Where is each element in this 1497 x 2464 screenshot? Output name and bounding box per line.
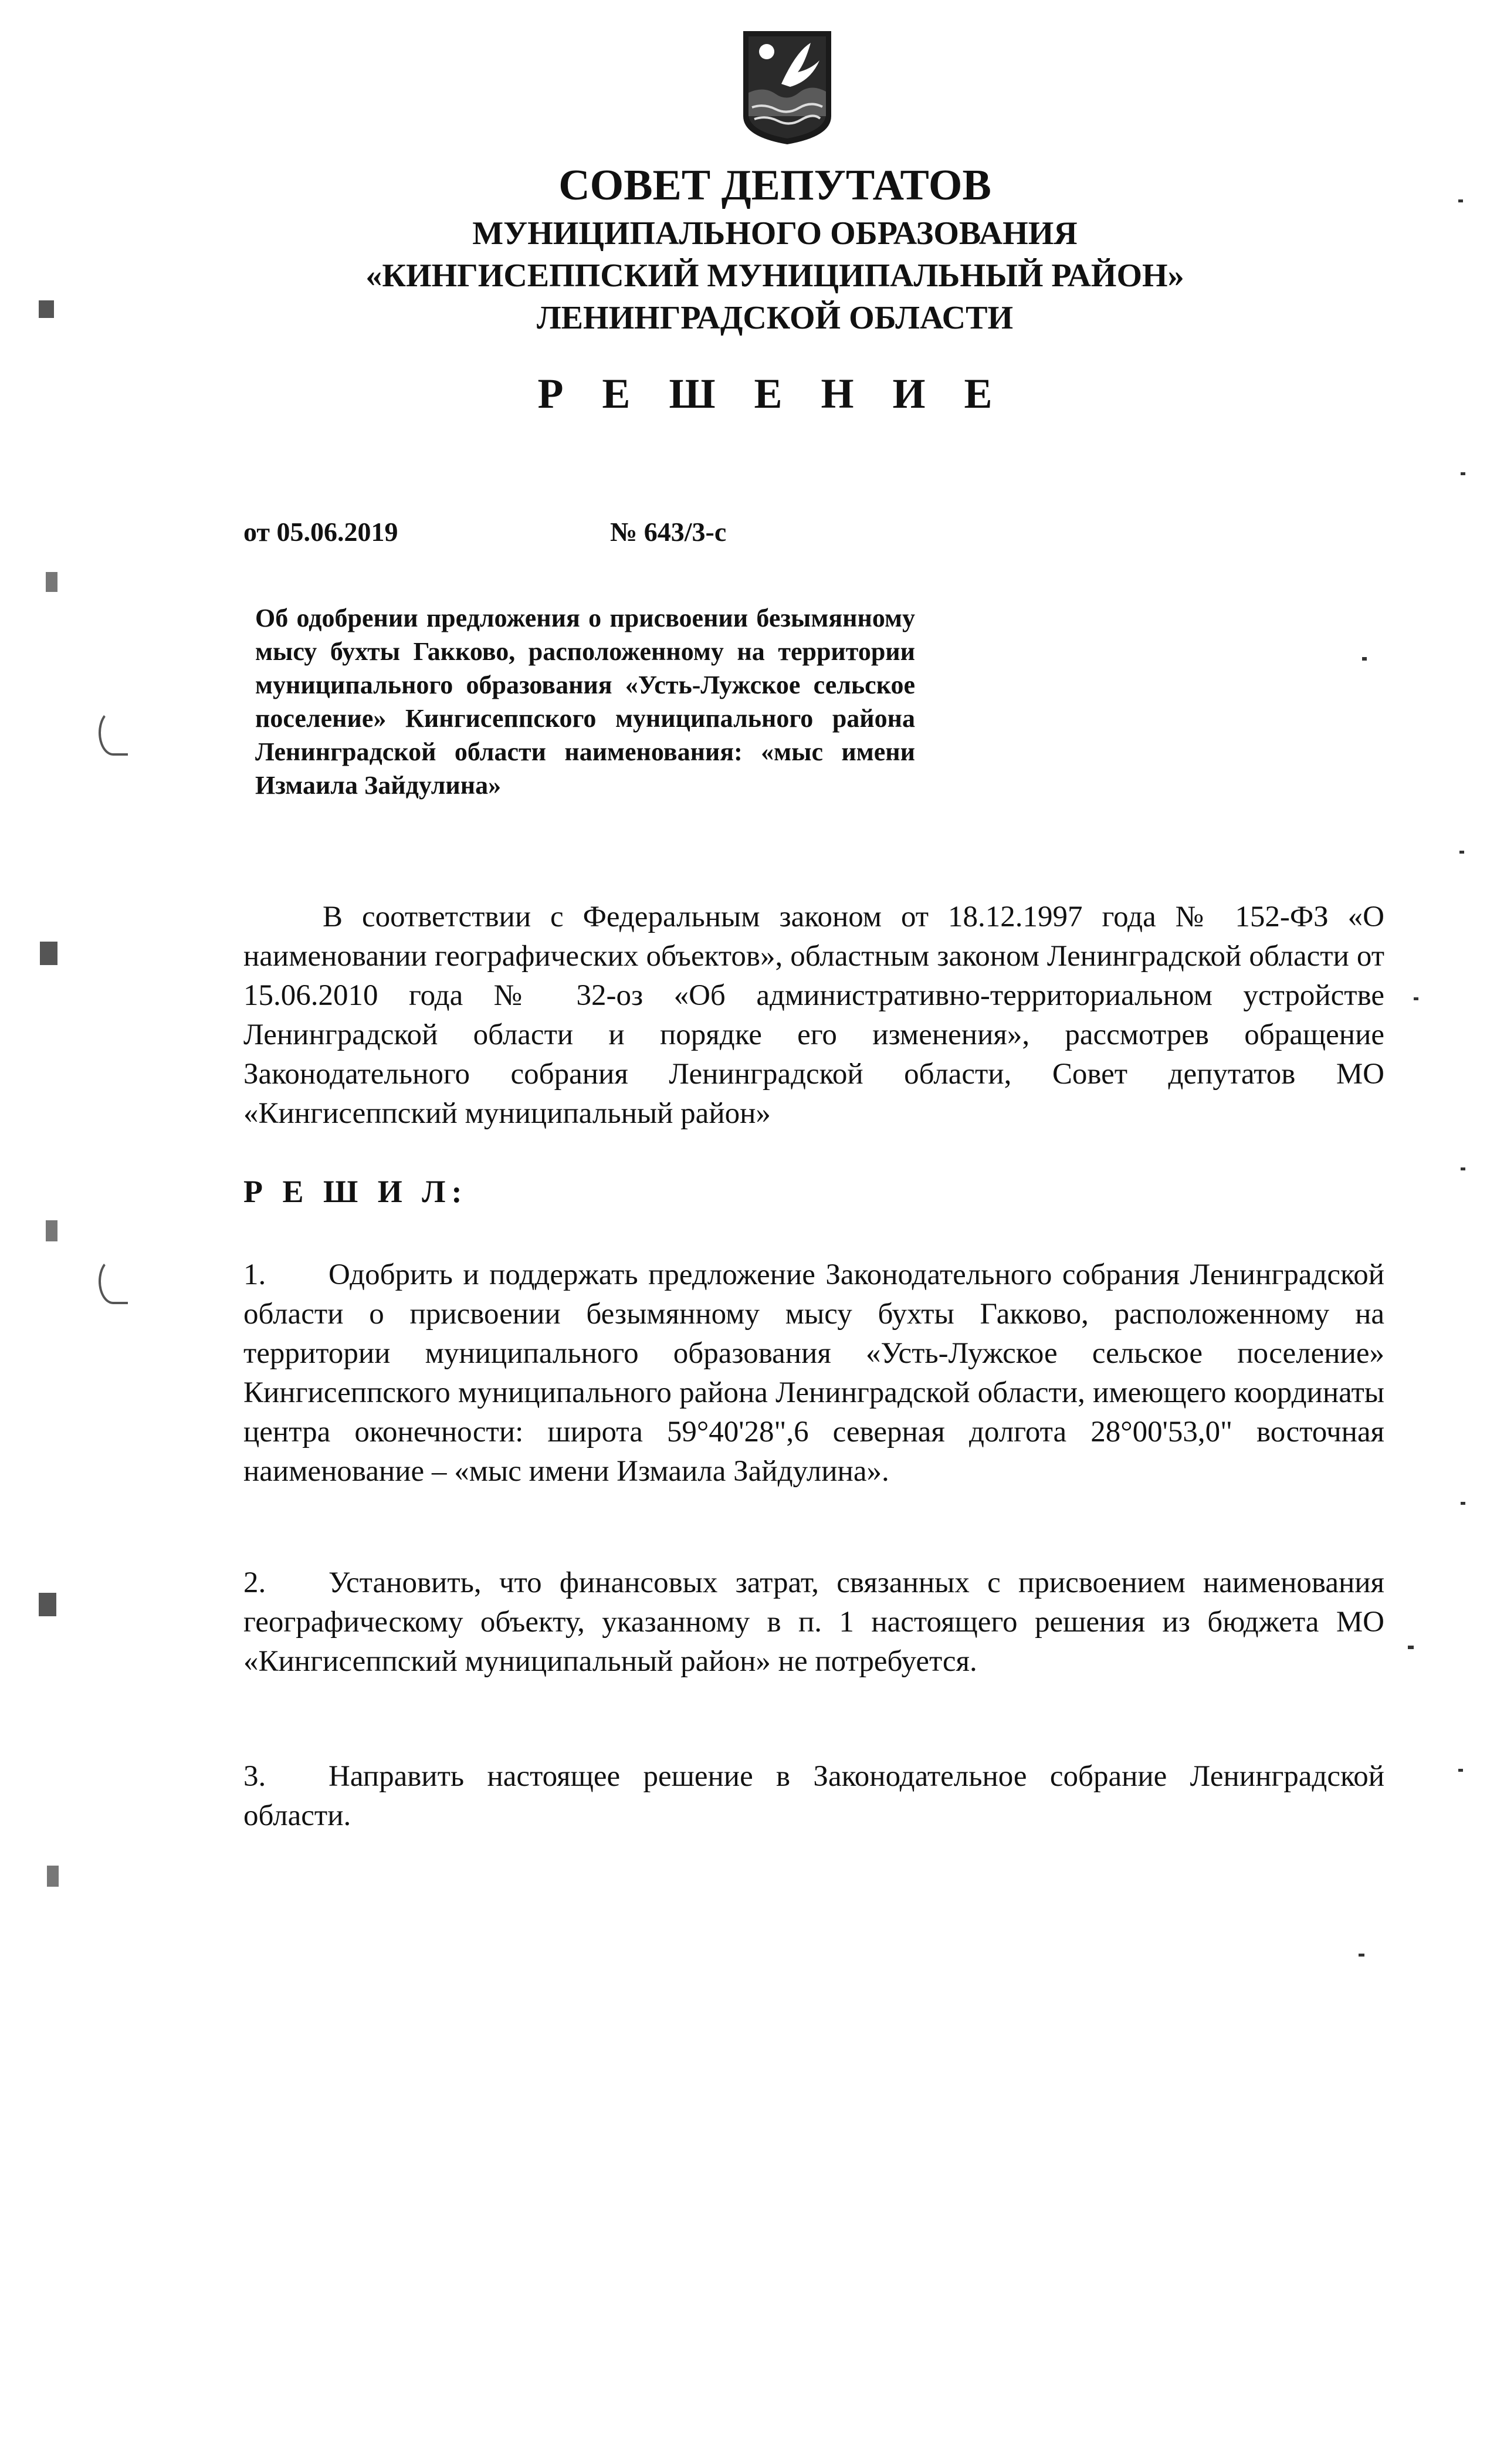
document-number: № 643/3-с	[610, 517, 727, 547]
binder-hole-mark	[99, 1258, 128, 1304]
scan-speck	[39, 1593, 56, 1616]
document-subject: Об одобрении предложения о присвоении безымянному мысу бухты Гакково, расположенному на территории муниципального образования «Усть-Лужское сельское поселение» Кингисеппского муниципального района Ленинградской области наименования: «мыс имени Измаила Зайдулина»	[255, 604, 915, 800]
scan-speck	[39, 300, 54, 318]
scan-speck	[1362, 657, 1367, 661]
item-text: Установить, что финансовых затрат, связанных с присвоением наименования географическому объекту, указанному в п. 1 настоящего решения из бюджета МО «Кингисеппский муниципальный район» не потребуется.	[243, 1566, 1384, 1678]
issuer-header	[0, 158, 1497, 339]
header-line-2: МУНИЦИПАЛЬНОГО ОБРАЗОВАНИЯ	[472, 215, 1078, 252]
binder-hole-mark	[99, 710, 128, 756]
header-line-3: «КИНГИСЕППСКИЙ МУНИЦИПАЛЬНЫЙ РАЙОН»	[365, 258, 1184, 294]
scan-speck	[1461, 472, 1465, 475]
header-title: СОВЕТ ДЕПУТАТОВ	[558, 161, 991, 209]
scan-speck	[1414, 997, 1418, 1000]
scan-speck	[1408, 1646, 1414, 1649]
scan-speck	[1461, 1502, 1465, 1505]
item-text: Направить настоящее решение в Законодательное собрание Ленинградской области.	[243, 1760, 1384, 1832]
document-type: Р Е Ш Е Н И Е	[537, 370, 1007, 417]
resolution-item-3	[243, 1757, 1384, 1836]
document-date: от 05.06.2019	[243, 517, 398, 547]
preamble-paragraph: В соответствии с Федеральным законом от 18.12.1997 года № 152-ФЗ «О наименовании географических объектов», областным законом Ленинградской области от 15.06.2010 года № 32-оз «Об административно-территориальном устройстве Ленинградской области и порядке его изменения», рассмотрев обращение Законодательного собрания Ленинградской области, Совет депутатов МО «Кингисеппский муниципальный район»	[243, 901, 1384, 1130]
resolution-item-2	[243, 1563, 1384, 1681]
scan-speck	[1458, 1769, 1463, 1772]
item-number: 3.	[243, 1760, 266, 1793]
item-number: 1.	[243, 1258, 266, 1291]
scan-speck	[46, 1220, 57, 1241]
item-text: Одобрить и поддержать предложение Законодательного собрания Ленинградской области о присвоении безымянному мысу бухты Гакково, расположенному на территории муниципального образования «Усть-Лужское сельское поселение» Кингисеппского муниципального района Ленинградской области, имеющего координаты центра оконечности: широта 59°40'28",6 северная долгота 28°00'53,0" восточная наименование – «мыс имени Измаила Зайдулина».	[243, 1258, 1384, 1488]
header-line-4: ЛЕНИНГРАДСКОЙ ОБЛАСТИ	[536, 300, 1014, 336]
scan-speck	[1461, 1167, 1465, 1170]
coat-of-arms-emblem	[740, 28, 834, 145]
item-number: 2.	[243, 1566, 266, 1599]
resolution-item-1	[243, 1255, 1384, 1491]
resolved-heading: Р Е Ш И Л:	[243, 1174, 468, 1209]
scan-speck	[46, 572, 57, 592]
scan-speck	[40, 942, 57, 965]
scan-speck	[1459, 851, 1464, 854]
scan-speck	[1458, 199, 1463, 202]
scan-speck	[1359, 1954, 1364, 1957]
scan-speck	[47, 1866, 59, 1887]
